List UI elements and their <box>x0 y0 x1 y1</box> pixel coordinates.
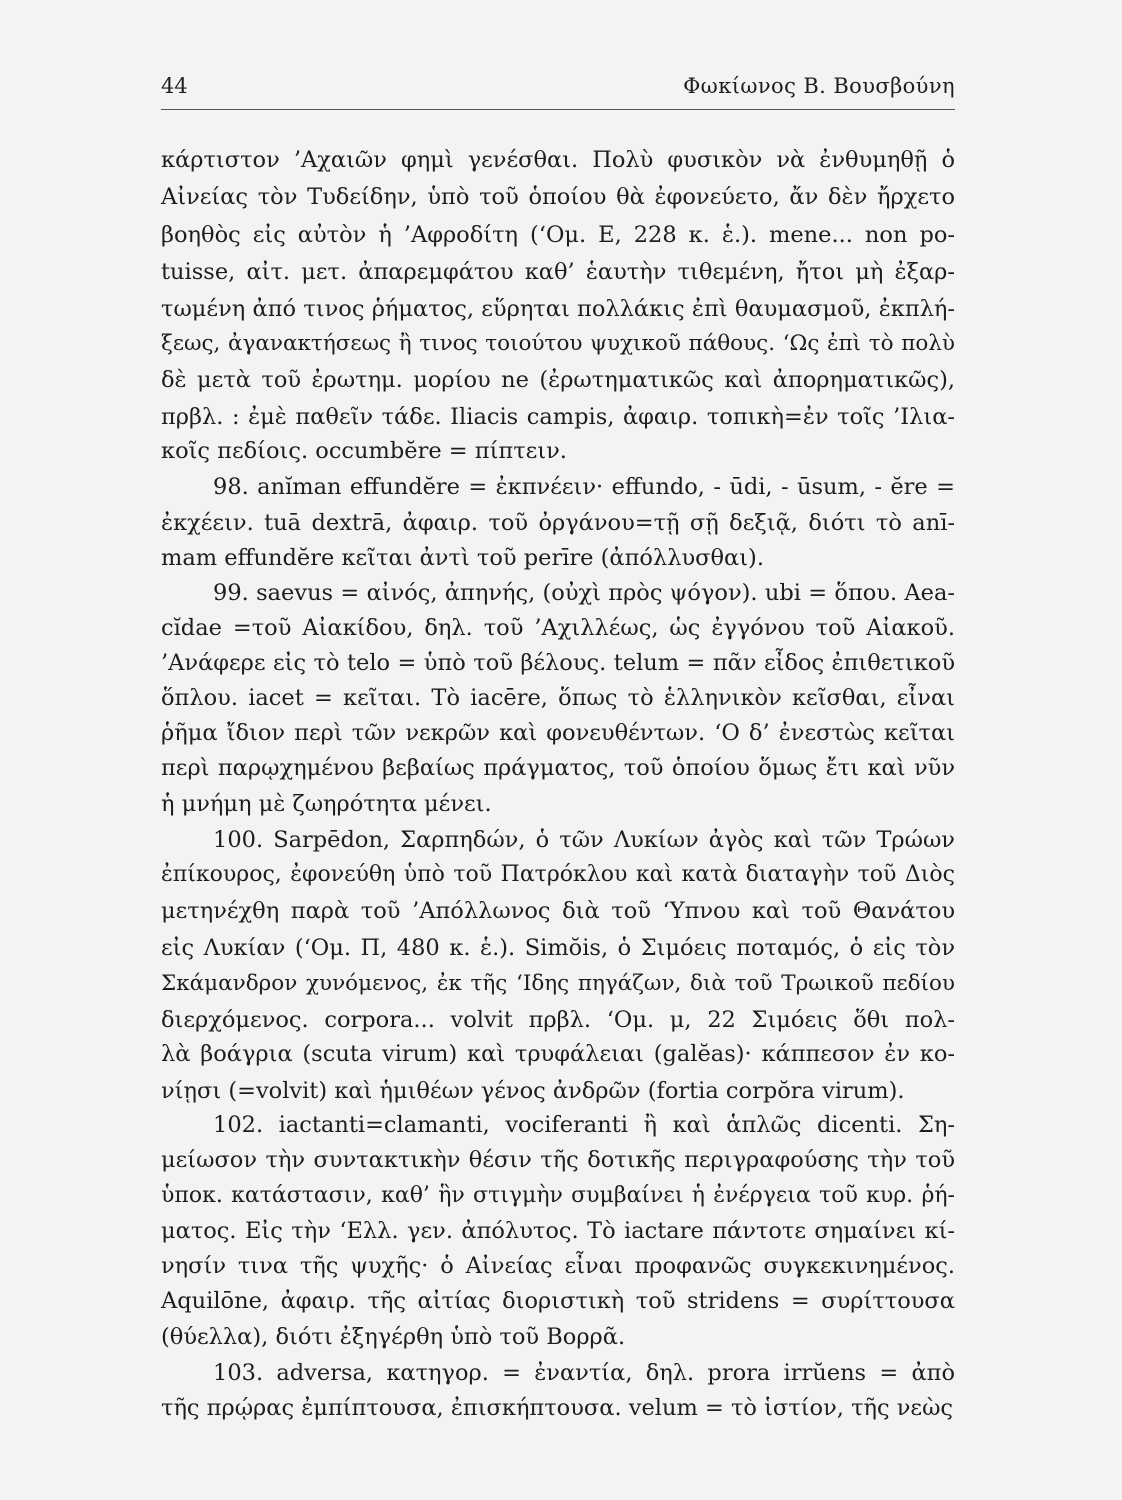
text-line: 98. anĭman effundĕre = ἐκπνέειν· effundo, - ūdi, - ūsum, - ĕre = <box>213 474 955 500</box>
text-line: λὰ βοάγρια (scuta virum) καὶ τρυφάλειαι (galĕas)· κάππεσον ἐν κο- <box>161 1041 955 1067</box>
text-line: 100. Sarpēdon, Σαρπηδών, ὁ τῶν Λυκίων ἀγὸς καὶ τῶν Τρώων <box>213 827 955 853</box>
text-line: μείωσον τὴν συντακτικὴν θέσιν τῆς δοτικῆς περιγραφούσης τὴν τοῦ <box>161 1147 955 1173</box>
text-line: ῥῆμα ἴδιον περὶ τῶν νεκρῶν καὶ φονευθέντων. ‘Ο δ’ ἐνεστὼς κεῖται <box>161 720 955 746</box>
page-number: 44 <box>161 74 188 98</box>
running-head <box>161 72 955 102</box>
text-line: ἡ μνήμη μὲ ζωηρότητα μένει. <box>161 791 492 817</box>
text-line: πρβλ. : ἐμὲ παθεῖν τάδε. Iliacis campis, ἀφαιρ. τοπικὴ=ἐν τοῖς ’Ιλια- <box>161 404 955 430</box>
text-line: νίῃσι (=volvit) καὶ ἡμιθέων γένος ἀνδρῶν (fortia corpŏra virum). <box>161 1078 905 1104</box>
text-line: 103. adversa, κατηγορ. = ἐναντία, δηλ. prora irrŭens = ἀπὸ <box>213 1360 955 1386</box>
text-line: βοηθὸς εἰς αὐτὸν ἡ ’Αφροδίτη (‘Ομ. Ε, 228 κ. ἑ.). mene... non po- <box>161 222 955 248</box>
text-line: ὅπλου. iacet = κεῖται. Τὸ iacēre, ὅπως τὸ ἑλληνικὸν κεῖσθαι, εἶναι <box>161 685 955 711</box>
text-line: κοῖς πεδίοις. occumbĕre = πίπτειν. <box>161 438 567 464</box>
running-title: Φωκίωνος Β. Βουσβούνη <box>683 74 955 98</box>
text-line: tuisse, αἰτ. μετ. ἀπαρεμφάτου καθ’ ἑαυτὴν τιθεμένη, ἤτοι μὴ ἐξαρ- <box>161 259 955 285</box>
text-line: νησίν τινα τῆς ψυχῆς· ὁ Αἰνείας εἶναι προφανῶς συγκεκινημένος. <box>161 1253 955 1279</box>
text-line: ματος. Εἰς τὴν ‘Ελλ. γεν. ἀπόλυτος. Τὸ iactare πάντοτε σημαίνει κί- <box>161 1218 955 1244</box>
text-line: διερχόμενος. corpora... volvit πρβλ. ‘Ομ. μ, 22 Σιμόεις ὅθι πολ- <box>161 1007 955 1033</box>
header-rule <box>161 109 955 110</box>
text-line: ἐκχέειν. tuā dextrā, ἀφαιρ. τοῦ ὀργάνου=τῇ σῇ δεξιᾷ, διότι τὸ anī- <box>161 510 955 536</box>
text-line: mam effundĕre κεῖται ἀντὶ τοῦ perīre (ἀπόλλυσθαι). <box>161 545 764 571</box>
text-line: 99. saevus = αἰνός, ἀπηνής, (οὐχὶ πρὸς ψόγον). ubi = ὅπου. Aea- <box>213 580 955 606</box>
text-line: περὶ παρῳχημένου βεβαίως πράγματος, τοῦ ὁποίου ὅμως ἔτι καὶ νῦν <box>161 755 955 781</box>
text-line: μετηνέχθη παρὰ τοῦ ’Απόλλωνος διὰ τοῦ ‘Υπνου καὶ τοῦ Θανάτου <box>161 898 955 924</box>
text-line: τῆς πρῴρας ἐμπίπτουσα, ἐπισκήπτουσα. velum = τὸ ἱστίον, τῆς νεὼς <box>161 1395 954 1421</box>
text-line: 102. iactanti=clamanti, vociferanti ἢ καὶ ἁπλῶς dicenti. Ση- <box>213 1112 955 1138</box>
text-line: cĭdae =τοῦ Αἰακίδου, δηλ. τοῦ ’Αχιλλέως, ὡς ἐγγόνου τοῦ Αἰακοῦ. <box>161 615 955 641</box>
text-line: (θύελλα), διότι ἐξηγέρθη ὑπὸ τοῦ Βορρᾶ. <box>161 1324 626 1350</box>
text-line: δὲ μετὰ τοῦ ἐρωτημ. μορίου ne (ἐρωτηματικῶς καὶ ἀπορηματικῶς), <box>161 367 955 393</box>
text-line: ὑποκ. κατάστασιν, καθ’ ἣν στιγμὴν συμβαίνει ἡ ἐνέργεια τοῦ κυρ. ῥή- <box>161 1183 955 1208</box>
text-line: Aquilōne, ἀφαιρ. τῆς αἰτίας διοριστικὴ τοῦ stridens = συρίττουσα <box>161 1288 955 1314</box>
text-line: Αἰνείας τὸν Τυδείδην, ὑπὸ τοῦ ὁποίου θὰ ἐφονεύετο, ἄν δὲν ἤρχετο <box>161 184 955 210</box>
text-line: Σκάμανδρον χυνόμενος, ἐκ τῆς ‘Ιδης πηγάζων, διὰ τοῦ Τρωικοῦ πεδίου <box>161 971 955 996</box>
text-line: ξεως, ἀγανακτήσεως ἢ τινος τοιούτου ψυχικοῦ πάθους. ‘Ως ἐπὶ τὸ πολὺ <box>161 331 955 356</box>
text-line: ’Ανάφερε εἰς τὸ telo = ὑπὸ τοῦ βέλους. telum = πᾶν εἶδος ἐπιθετικοῦ <box>161 650 955 676</box>
text-line: κάρτιστον ’Αχαιῶν φημὶ γενέσθαι. Πολὺ φυσικὸν νὰ ἐνθυμηθῇ ὁ <box>161 147 955 173</box>
text-line: εἰς Λυκίαν (‘Ομ. Π, 480 κ. ἑ.). Simŏis, ὁ Σιμόεις ποταμός, ὁ εἰς τὸν <box>161 935 955 961</box>
text-line: ἐπίκουρος, ἐφονεύθη ὑπὸ τοῦ Πατρόκλου καὶ κατὰ διαταγὴν τοῦ Διὸς <box>161 862 955 887</box>
text-line: τωμένη ἀπό τινος ῥήματος, εὕρηται πολλάκις ἐπὶ θαυμασμοῦ, ἐκπλή- <box>161 296 955 322</box>
